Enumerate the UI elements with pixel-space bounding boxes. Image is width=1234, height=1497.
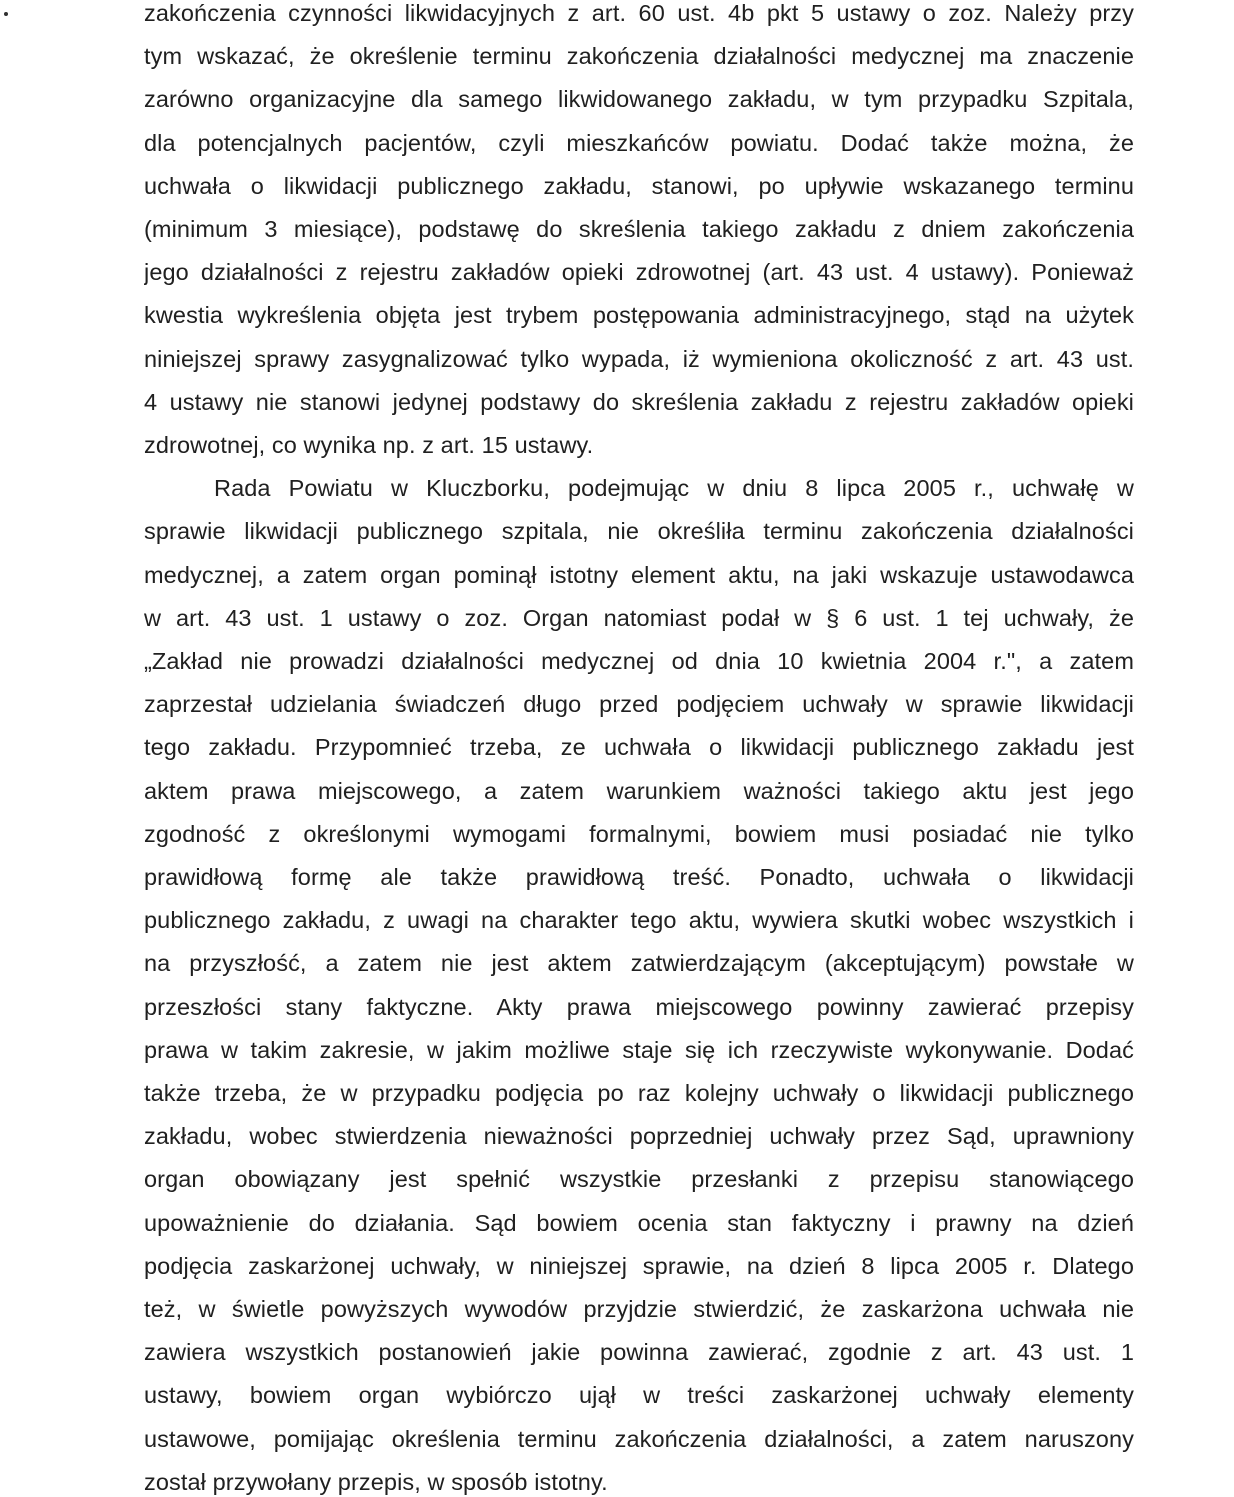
text-line: tym wskazać, że określenie terminu zakończenia działalności medycznej ma znaczenie xyxy=(144,43,1134,70)
text-line: „Zakład nie prowadzi działalności medycznej od dnia 10 kwietnia 2004 r.", a zatem xyxy=(144,648,1134,674)
text-line: przeszłości stany faktyczne. Akty prawa miejscowego powinny zawierać przepisy xyxy=(144,993,1134,1020)
text-line: kwestia wykreślenia objęta jest trybem postępowania administracyjnego, stąd na użytek xyxy=(144,302,1134,329)
text-line: na przyszłość, a zatem nie jest aktem zatwierdzającym (akceptującym) powstałe w xyxy=(144,950,1134,977)
text-line: dla potencjalnych pacjentów, czyli mieszkańców powiatu. Dodać także można, że xyxy=(144,129,1134,156)
text-line: w art. 43 ust. 1 ustawy o zoz. Organ natomiast podał w § 6 ust. 1 tej uchwały, że xyxy=(144,604,1134,631)
text-line: uchwała o likwidacji publicznego zakładu, stanowi, po upływie wskazanego terminu xyxy=(144,172,1134,199)
text-line: został przywołany przepis, w sposób istotny. xyxy=(144,1468,608,1495)
text-line: (minimum 3 miesiące), podstawę do skreślenia takiego zakładu z dniem zakończenia xyxy=(144,216,1134,242)
text-line: ustawowe, pomijając określenia terminu zakończenia działalności, a zatem naruszony xyxy=(144,1425,1134,1452)
text-line: upoważnienie do działania. Sąd bowiem ocenia stan faktyczny i prawny na dzień xyxy=(144,1209,1134,1236)
text-line: prawidłową formę ale także prawidłową treść. Ponadto, uchwała o likwidacji xyxy=(144,864,1134,890)
text-line: jego działalności z rejestru zakładów opieki zdrowotnej (art. 43 ust. 4 ustawy). Ponieważ xyxy=(144,259,1134,286)
text-line: publicznego zakładu, z uwagi na charakter tego aktu, wywiera skutki wobec wszystkich i xyxy=(144,907,1134,934)
text-line: tego zakładu. Przypomnieć trzeba, ze uchwała o likwidacji publicznego zakładu jest xyxy=(144,734,1134,761)
margin-mark xyxy=(4,12,8,16)
text-line: zgodność z określonymi wymogami formalnymi, bowiem musi posiadać nie tylko xyxy=(144,820,1134,847)
text-line: organ obowiązany jest spełnić wszystkie przesłanki z przepisu stanowiącego xyxy=(144,1166,1134,1193)
text-line: także trzeba, że w przypadku podjęcia po raz kolejny uchwały o likwidacji publicznego xyxy=(144,1080,1134,1106)
text-line: Rada Powiatu w Kluczborku, podejmując w dniu 8 lipca 2005 r., uchwałę w xyxy=(214,475,1134,502)
text-line: zawiera wszystkich postanowień jakie powinna zawierać, zgodnie z art. 43 ust. 1 xyxy=(144,1339,1134,1366)
text-line: medycznej, a zatem organ pominął istotny element aktu, na jaki wskazuje ustawodawca xyxy=(144,561,1134,588)
text-line: zakładu, wobec stwierdzenia nieważności poprzedniej uchwały przez Sąd, uprawniony xyxy=(144,1123,1134,1150)
text-line: ustawy, bowiem organ wybiórczo ujął w treści zaskarżonej uchwały elementy xyxy=(144,1382,1134,1409)
text-line: też, w świetle powyższych wywodów przyjdzie stwierdzić, że zaskarżona uchwała nie xyxy=(144,1296,1134,1322)
text-line: 4 ustawy nie stanowi jedynej podstawy do skreślenia zakładu z rejestru zakładów opieki xyxy=(144,388,1134,415)
text-line: sprawie likwidacji publicznego szpitala, nie określiła terminu zakończenia działalności xyxy=(144,518,1134,545)
text-line: zdrowotnej, co wynika np. z art. 15 ustawy. xyxy=(144,432,594,458)
text-line: zakończenia czynności likwidacyjnych z art. 60 ust. 4b pkt 5 ustawy o zoz. Należy przy xyxy=(144,0,1134,26)
text-line: zarówno organizacyjne dla samego likwidowanego zakładu, w tym przypadku Szpitala, xyxy=(144,86,1134,113)
text-line: podjęcia zaskarżonej uchwały, w niniejszej sprawie, na dzień 8 lipca 2005 r. Dlatego xyxy=(144,1252,1134,1279)
text-line: aktem prawa miejscowego, a zatem warunkiem ważności takiego aktu jest jego xyxy=(144,777,1134,804)
text-line: zaprzestał udzielania świadczeń długo przed podjęciem uchwały w sprawie likwidacji xyxy=(144,691,1134,718)
text-line: prawa w takim zakresie, w jakim możliwe staje się ich rzeczywiste wykonywanie. Dodać xyxy=(144,1036,1134,1063)
text-line: niniejszej sprawy zasygnalizować tylko wypada, iż wymieniona okoliczność z art. 43 ust. xyxy=(144,345,1134,372)
